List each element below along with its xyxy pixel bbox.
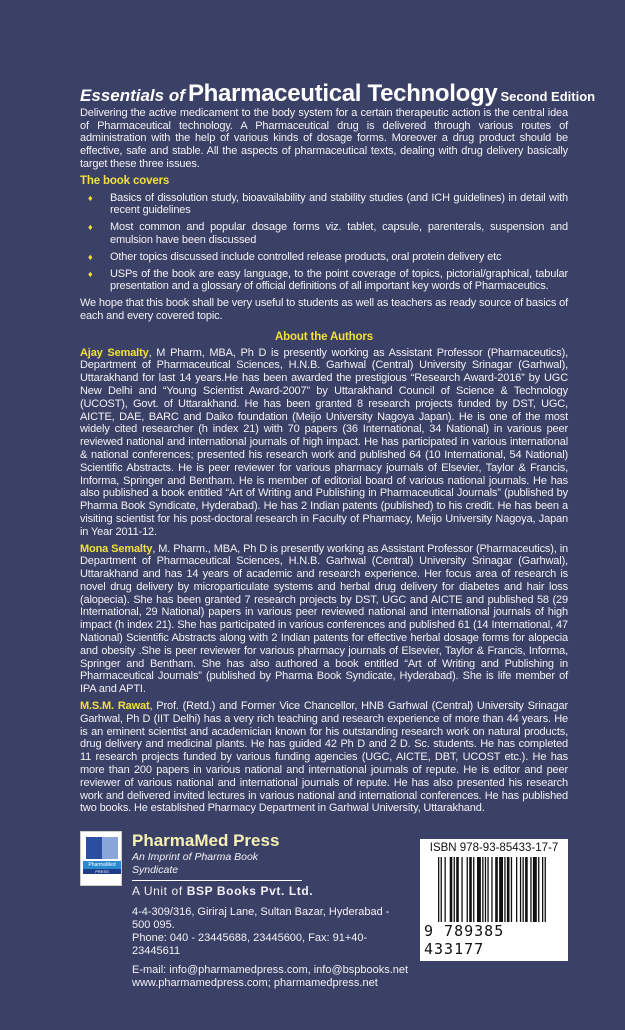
barcode-bar: [491, 857, 492, 923]
address: 4-4-309/316, Giriraj Lane, Sultan Bazar, Hyderabad - 500 095.: [132, 906, 390, 932]
publisher-name: PharmaMed Press: [132, 831, 280, 851]
barcode-bar: [523, 857, 524, 923]
bullet-icon: ♦: [88, 251, 93, 262]
barcode-bar: [511, 857, 512, 923]
barcode-bar: [473, 857, 474, 923]
barcode-bar: [516, 857, 517, 923]
bullet-icon: ♦: [88, 192, 93, 203]
covers-list: [88, 192, 568, 294]
isbn-barcode-box: [420, 839, 568, 961]
closing-paragraph: We hope that this book shall be very useful to students as well as teachers as ready source of basics of each and every covered topic.: [80, 297, 568, 322]
website: www.pharmamedpress.com; pharmamedpress.net: [132, 977, 378, 990]
barcode-bar: [530, 857, 531, 923]
barcode-bar: [520, 857, 521, 923]
barcode-bar: [454, 857, 455, 923]
barcode-bar: [461, 857, 462, 923]
barcode-bar: [487, 857, 488, 923]
barcode-bar: [482, 857, 483, 923]
author-name: Mona Semalty: [80, 542, 153, 555]
barcode-bar: [456, 857, 459, 923]
barcode-bar: [504, 857, 505, 923]
intro-paragraph: Delivering the active medicament to the body system for a certain therapeutic action is the central idea of Pharmaceutical technology. A Pharmaceutical drug is delivered through various routes of administration with the help of various kinds of dosage forms. Moreover a drug product should be effective, safe and stable. All the aspects of pharmaceutical texts, dealing with drug delivery basically target these three issues.: [80, 106, 568, 170]
list-item: ♦ USPs of the book are easy language, to the point coverage of topics, pictorial/graphical, tabular presentation and a glossary of official definitions of all important key words of Pharmaceutics.: [88, 267, 568, 293]
barcode-bar: [485, 857, 486, 923]
list-item: ♦ Other topics discussed include controlled release products, oral protein delivery etc: [88, 250, 502, 263]
phone: Phone: 040 - 23445688, 23445600, Fax: 91+40-23445611: [132, 932, 368, 958]
barcode-bar: [441, 857, 442, 923]
barcode-bar: [533, 857, 537, 923]
author-bio: Mona Semalty, M. Pharm., MBA, Ph D is presently working as Assistant Professor (Pharmaceutics), in Department of Pharmaceutical Sciences, H.N.B. Garhwal (Central) University Srinagar (Garhwal), Uttarakhand and has 14 years of academic and research experience. Her focus area of research is novel drug delivery by microparticulate systems and herbal drug delivery for diabetes and hair loss (alopecia). She has been granted 7 research projects by DST, UGC and AICTE and published 58 (29 International, 29 National) papers in various peer reviewed national and international journals of high impact (h index 21). She has participated in various conferences and published 61 (14 International, 47 National) Scientific Abstracts along with 2 Indian patents for effective herbal dosage forms for alopecia and obesity .She is peer reviewer for various pharmacy journals of Elsevier, Taylor & Francis, Informa, Springer and Bentham. She has also authored a book entitled “Art of Writing and Publishing in Pharmaceutical Journals” (published by Pharma Book Syndicate, Hyderabad). She is life member of IPA and APTI.: [80, 542, 568, 696]
email: E-mail: info@pharmamedpress.com, info@bspbooks.net: [132, 964, 409, 977]
covers-heading: The book covers: [80, 174, 170, 187]
imprint: An Imprint of Pharma Book Syndicate: [132, 851, 302, 881]
barcode-bar: [450, 857, 453, 923]
barcode-bar: [538, 857, 539, 923]
barcode-bar: [507, 857, 510, 923]
barcode-bar: [469, 857, 472, 923]
publisher-info: [132, 831, 410, 990]
barcode-bar: [467, 857, 468, 923]
book-title: Essentials of Pharmaceutical Technology Second Edition: [80, 80, 596, 107]
barcode-bar: [438, 857, 439, 923]
back-cover-text: [80, 80, 596, 815]
barcode-bar: [545, 857, 546, 923]
book-icon: [86, 837, 118, 859]
publisher-footer: [80, 831, 568, 990]
barcode-bar: [477, 857, 481, 923]
barcode-digits: 9 789385 433177: [424, 922, 568, 958]
barcode-bar: [542, 857, 543, 923]
bullet-icon: ♦: [88, 222, 93, 233]
parent-company: A Unit of BSP Books Pvt. Ltd.: [132, 884, 314, 899]
barcode-bar: [499, 857, 503, 923]
list-item: ♦ Most common and popular dosage forms viz. tablet, capsule, parenterals, suspension and emulsion have been discussed: [88, 221, 568, 246]
list-item: ♦ Basics of dissolution study, bioavailability and stability studies (and ICH guidelines) in detail with recent guidelines: [88, 191, 568, 217]
author-bio: M.S.M. Rawat, Prof. (Retd.) and Former Vice Chancellor, HNB Garhwal (Central) University Srinagar Garhwal, Ph D (IIT Delhi) has a very rich teaching and research experience of more than 44 years. He is an eminent scientist and academician known for his outstanding research work on natural products, drug delivery and medicinal plants. He has guided 42 Ph D and 2 D. Sc. students. He has completed 11 research projects funded by various funding agencies (UGC, AICTE, DBT, UCOST etc.). He has more than 200 papers in various national and international journals of repute. He is editor and peer reviewer of various national and international journals of repute. He has also presented his research work and delivered invited lectures in various national and international conferences. He has published two books. He established Pharmacy Department in Garhwal University, Uttarakhand.: [80, 700, 568, 815]
barcode-bar: [525, 857, 528, 923]
author-name: M.S.M. Rawat: [80, 700, 150, 713]
barcode-bar: [445, 857, 446, 923]
publisher-logo: PharmaMed PRESS: [80, 831, 122, 886]
author-bio: Ajay Semalty, M Pharm, MBA, Ph D is presently working as Assistant Professor (Pharmaceutics), Department of Pharmaceutical Sciences, H.N.B. Garhwal (Central) University Srinagar (Garhwal), Uttarakhand for last 14 years.He has been awarded the prestigious “Research Award-2016” by UGC New Delhi and “Young Scientist Award-2007” by Uttarakhand Council of Science & Technology (UCOST), Govt. of Uttarakhand. He has been granted 8 research projects funded by DST, UGC, AICTE, DAE, BARC and Daiko foundation (Meijo University Nagoya Japan). He is one of the most widely cited researcher (h index 21) with 70 papers (36 International, 34 National) in various peer reviewed national and international journals of high impact. He has participated in various international & national conferences; presented his research work and published 64 (10 International, 54 National) Scientific Abstracts. He is peer reviewer for various pharmacy journals of Elsevier, Taylor & Francis, Informa, Springer and Bentham. He is member of editorial board of various national journals. He has also published a book entitled “Art of Writing and Publishing in Pharmaceutical Journals” (published by Pharma Book Syndicate, Hyderabad). He has 2 Indian patents (published) to his credit. He has been a visiting scientist for his post-doctoral research in Faculty of Pharmacy, Meijo University Nagoya, Japan in Year 2011-12.: [80, 346, 568, 538]
bullet-icon: ♦: [88, 268, 93, 279]
barcode-bar: [495, 857, 498, 923]
author-name: Ajay Semalty: [80, 346, 149, 359]
isbn-label: ISBN 978-93-85433-17-7: [429, 842, 559, 855]
authors-heading: About the Authors: [275, 330, 373, 343]
